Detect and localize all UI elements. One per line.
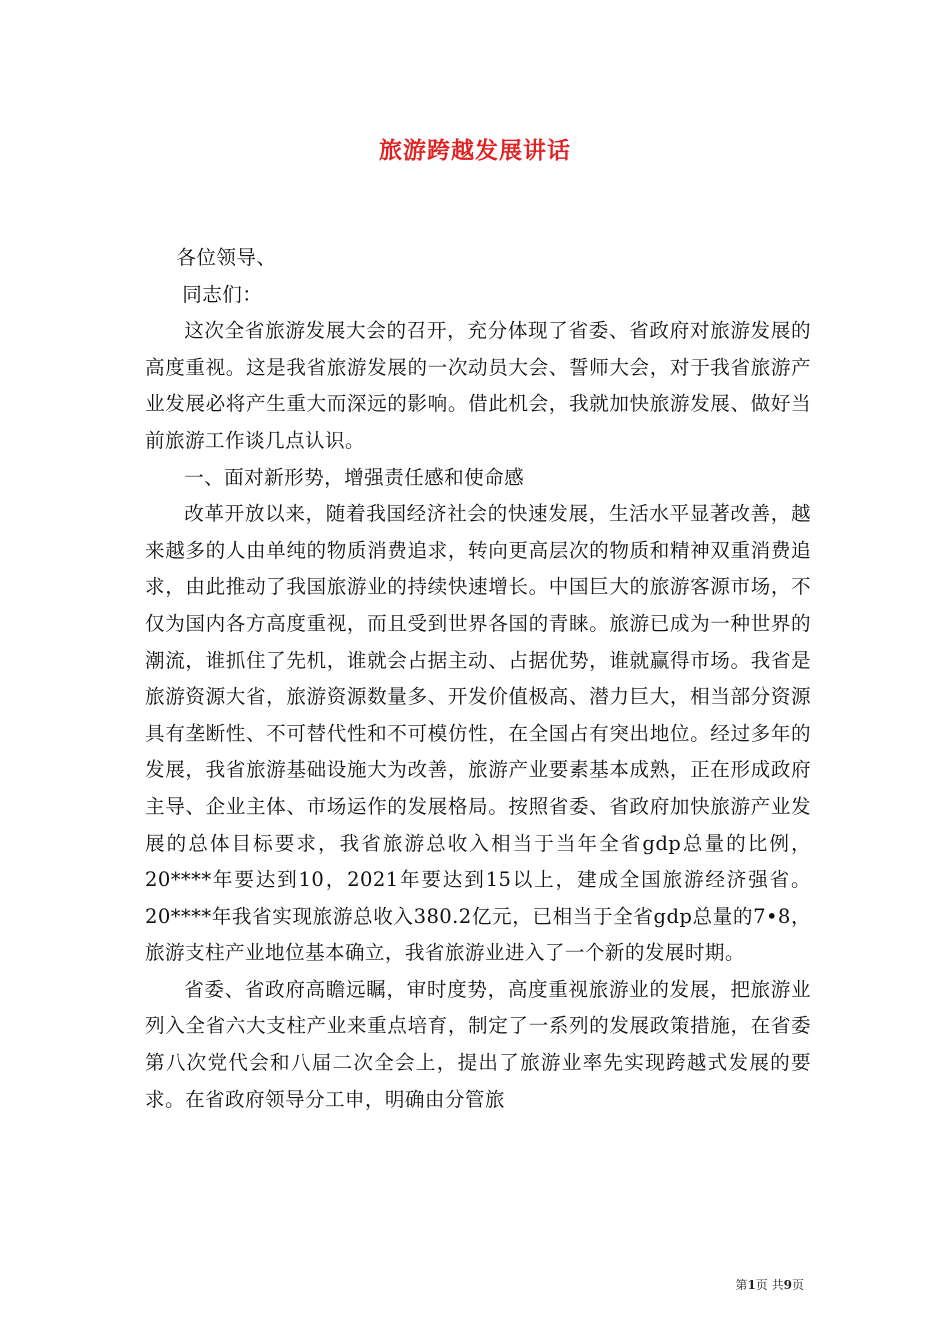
section-heading-1: 一、面对新形势，增强责任感和使命感 <box>184 465 525 489</box>
page-title: 旅游跨越发展讲话 <box>379 137 571 164</box>
page-number-prefix: 第 <box>735 1278 748 1292</box>
paragraph-policy: 省委、省政府高瞻远瞩，审时度势，高度重视旅游业的发展，把旅游业列入全省六大支柱产业来重点培育，制定了一系列的发展政策措施，在省委第八次党代会和八届二次全会上，提出了旅游业率先实现跨越式发展的要求。在省政府领导分工申，明确由分管旅 <box>145 977 811 1111</box>
paragraph-background: 改革开放以来，随着我国经济社会的快速发展，生活水平显著改善，越来越多的人由单纯的物质消费追求，转向更高层次的物质和精神双重消费追求，由此推动了我国旅游业的持续快速增长。中国巨大的旅游客源市场，不仅为国内各方高度重视，而且受到世界各国的青睐。旅游已成为一种世界的潮流，谁抓住了先机，谁就会占据主动、占据优势，谁就赢得市场。我省是旅游资源大省，旅游资源数量多、开发价值极高、潜力巨大，相当部分资源具有垄断性、不可替代性和不可模仿性，在全国占有突出地位。经过多年的发展，我省旅游基础设施大为改善，旅游产业要素基本成熟，正在形成政府主导、企业主体、市场运作的发展格局。按照省委、省政府加快旅游产业发展的总体目标要求，我省旅游总收入相当于当年全省gdp总量的比例，20****年要达到10，2021年要达到15以上，建成全国旅游经济强省。20****年我省实现旅游总收入380.2亿元，已相当于全省gdp总量的7•8，旅游支柱产业地位基本确立，我省旅游业进入了一个新的发展时期。 <box>145 502 811 965</box>
total-pages-number: 9 <box>783 1278 792 1292</box>
salutation-comrades: 同志们： <box>182 282 263 306</box>
current-page-number: 1 <box>747 1278 756 1292</box>
document-body <box>145 240 811 1118</box>
page-number-suffix: 页 <box>791 1278 804 1292</box>
salutation-leaders: 各位领导、 <box>176 246 277 269</box>
paragraph-intro: 这次全省旅游发展大会的召开，充分体现了省委、省政府对旅游发展的高度重视。这是我省旅游发展的一次动员大会、誓师大会，对于我省旅游产业发展必将产生重大而深远的影响。借此机会，我就加快旅游发展、做好当前旅游工作谈几点认识。 <box>145 319 811 452</box>
page-number-middle: 页 共 <box>755 1278 784 1292</box>
page-number <box>735 1276 804 1293</box>
